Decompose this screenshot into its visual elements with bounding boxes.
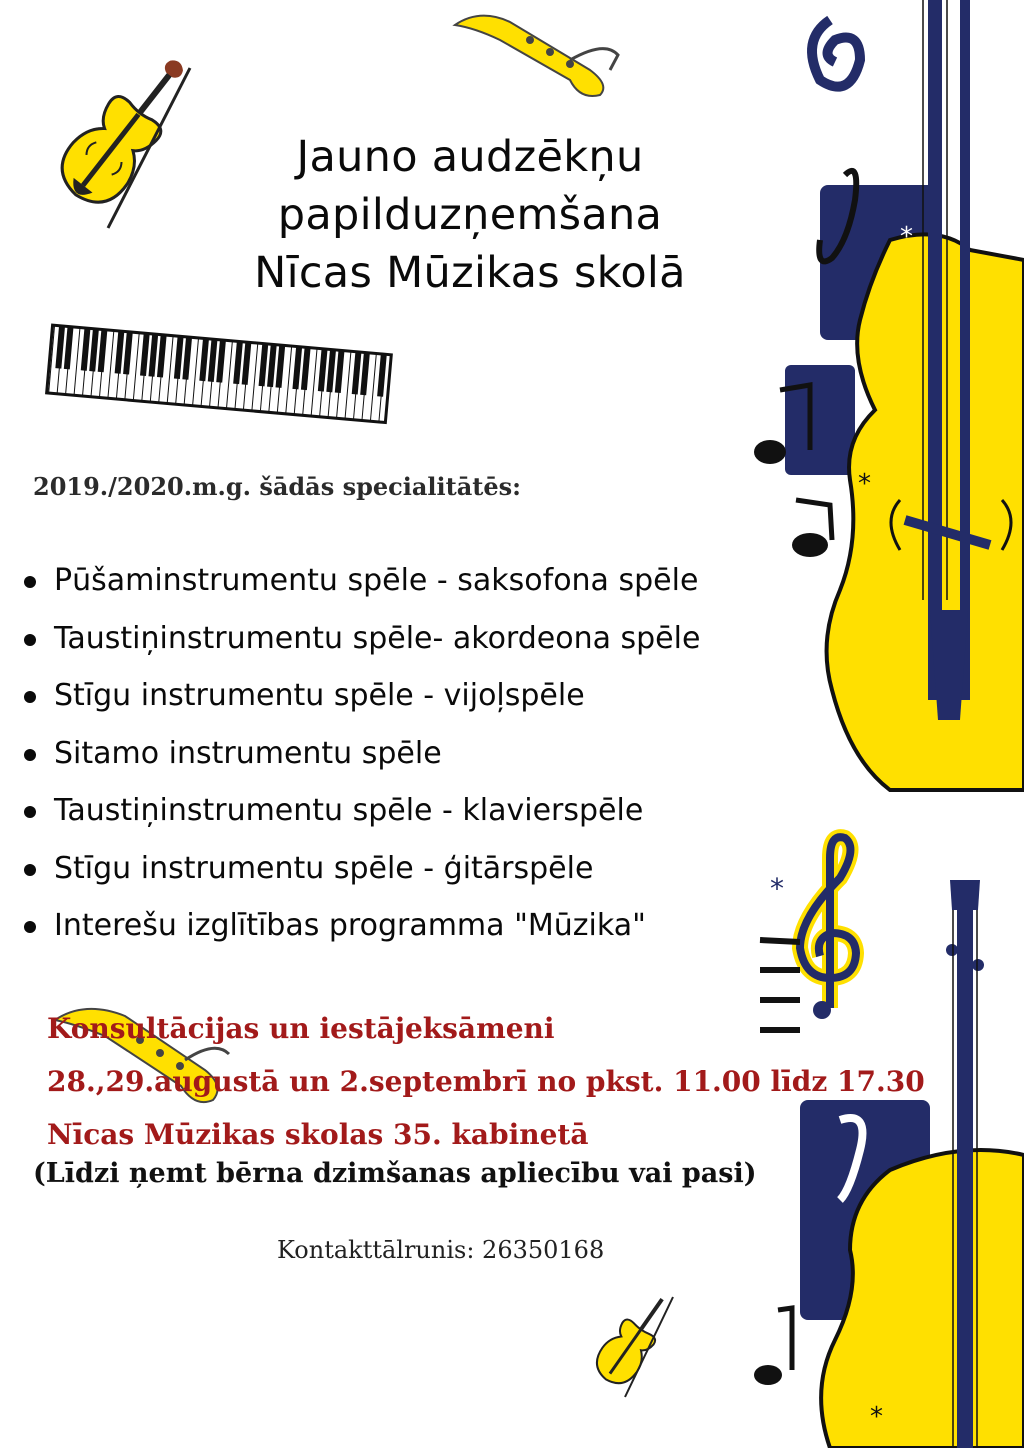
list-item: Stīgu instrumentu spēle - vijoļspēle bbox=[20, 667, 700, 725]
svg-text:*: * bbox=[858, 469, 871, 499]
piano-keyboard-icon bbox=[40, 320, 400, 450]
svg-text:*: * bbox=[770, 872, 784, 905]
specialties-list bbox=[20, 552, 700, 955]
title-line-3: Nīcas Mūzikas skolā bbox=[254, 248, 686, 298]
page-title bbox=[160, 128, 780, 302]
list-item: Stīgu instrumentu spēle - ģitārspēle bbox=[20, 840, 700, 898]
title-line-2: papilduzņemšana bbox=[277, 190, 663, 240]
svg-text:*: * bbox=[870, 1402, 883, 1432]
consultation-heading: Konsultācijas un iestājeksāmeni bbox=[47, 1012, 555, 1045]
list-item: Taustiņinstrumentu spēle - klavierspēle bbox=[20, 782, 700, 840]
title-line-1: Jauno audzēkņu bbox=[296, 132, 644, 182]
cello-icon bbox=[740, 0, 1024, 800]
svg-text:*: * bbox=[900, 222, 913, 252]
documents-note: (Līdzi ņemt bērna dzimšanas apliecību vai pasi) bbox=[33, 1158, 757, 1189]
consultation-dates: 28.,29.augustā un 2.septembrī no pkst. 11.00 līdz 17.30 bbox=[47, 1065, 925, 1098]
list-item: Taustiņinstrumentu spēle- akordeona spēle bbox=[20, 610, 700, 668]
list-item: Sitamo instrumentu spēle bbox=[20, 725, 700, 783]
contact-phone: Kontakttālrunis: 26350168 bbox=[277, 1236, 605, 1264]
list-item: Pūšaminstrumentu spēle - saksofona spēle bbox=[20, 552, 700, 610]
consultation-location: Nīcas Mūzikas skolas 35. kabinetā bbox=[47, 1118, 589, 1151]
consultation-info bbox=[47, 1002, 925, 1161]
list-item: Interešu izglītības programma "Mūzika" bbox=[20, 897, 700, 955]
saxophone-icon bbox=[440, 0, 630, 100]
violin-icon bbox=[575, 1285, 685, 1405]
school-year-subtitle: 2019./2020.m.g. šādās specialitātēs: bbox=[33, 472, 522, 501]
